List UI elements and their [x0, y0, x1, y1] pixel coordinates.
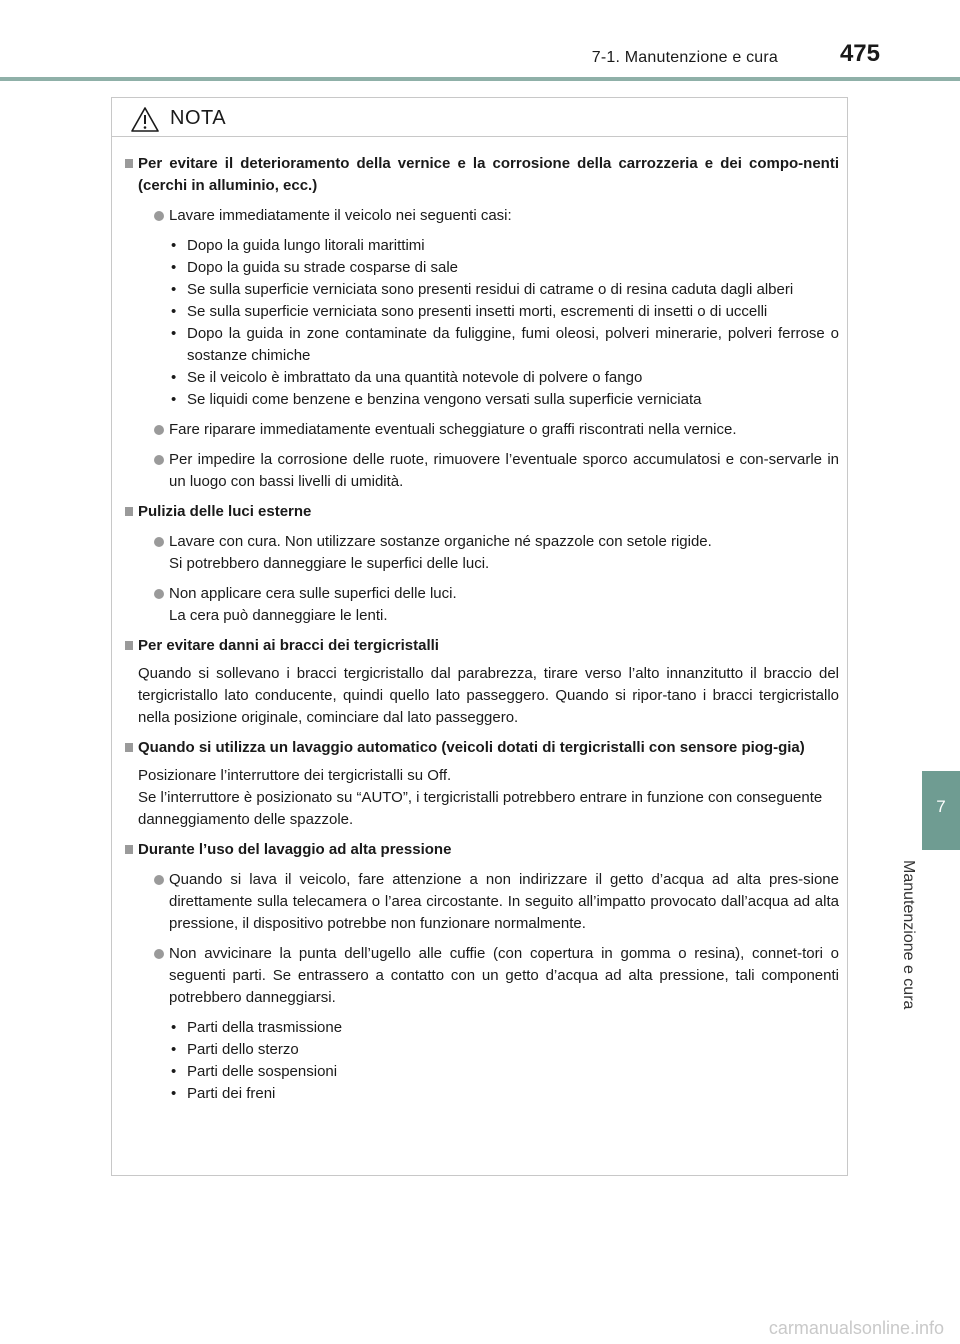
dot-bullet-icon: [154, 949, 164, 959]
dot-bullet-icon: [154, 875, 164, 885]
note-section: [125, 635, 839, 729]
dot-bullet-icon: [154, 211, 164, 221]
sub-list-item: • Dopo la guida in zone contaminate da fuliggine, fumi oleosi, polveri minerarie, polveri ferrose o sostanze chimiche: [171, 325, 839, 364]
sub-list-item: • Dopo la guida lungo litorali marittimi: [171, 237, 425, 254]
dot-bullet-icon: [154, 537, 164, 547]
header-rule: [0, 77, 960, 81]
section-paragraph-secondary: Se l’interruttore è posizionato su “AUTO”, i tergicristalli potrebbero entrare in funzione con conseguente danneggiamento delle spazzole.: [138, 789, 823, 828]
section-heading: Pulizia delle luci esterne: [138, 503, 312, 520]
note-section: [125, 737, 839, 831]
sub-item-text: Se sulla superficie verniciata sono presenti residui di catrame o di resina caduta dagli alberi: [187, 281, 794, 298]
sub-item-text: Parti dei freni: [187, 1085, 276, 1102]
note-point: [125, 419, 839, 441]
point-text: Non applicare cera sulle superfici delle luci.: [169, 585, 457, 602]
point-text: Fare riparare immediatamente eventuali scheggiature o graffi riscontrati nella vernice.: [169, 421, 737, 438]
chapter-tab[interactable]: [922, 771, 960, 850]
sub-item-text: Dopo la guida lungo litorali marittimi: [187, 237, 425, 254]
section-paragraph: Posizionare l’interruttore dei tergicristalli su Off.: [138, 767, 452, 784]
note-point: [125, 869, 839, 935]
sub-list-item: • Se sulla superficie verniciata sono presenti insetti morti, escrementi di insetti o di uccelli: [171, 303, 768, 320]
note-section: [125, 501, 839, 627]
note-section: [125, 153, 839, 493]
page-header: [0, 0, 960, 80]
chapter-label-text: Manutenzione e cura: [900, 860, 917, 1010]
dot-bullet-icon: [154, 455, 164, 465]
watermark: carmanualsonline.info: [768, 1318, 944, 1338]
sub-list: [138, 235, 839, 411]
point-text-secondary: La cera può danneggiare le lenti.: [169, 607, 388, 624]
section-title: 7-1. Manutenzione e cura: [591, 49, 778, 66]
section-heading: Per evitare danni ai bracci dei tergicristalli: [138, 637, 439, 654]
sub-list-item: • Se il veicolo è imbrattato da una quantità notevole di polvere o fango: [171, 369, 643, 386]
point-text: Lavare immediatamente il veicolo nei seguenti casi:: [169, 207, 512, 224]
point-text: Non avvicinare la punta dell’ugello alle cuffie (con copertura in gomma o resina), connet-tori o seguenti parti. Se entrassero a contatto con un getto d’acqua ad alta pressione, tali componenti potrebbero danneggiarsi.: [169, 945, 839, 1006]
sub-item-text: Parti della trasmissione: [187, 1019, 343, 1036]
note-point: [125, 943, 839, 1105]
dot-bullet-icon: [154, 425, 164, 435]
warning-triangle-icon: [130, 106, 160, 133]
square-bullet-icon: [125, 743, 133, 752]
note-header: [112, 98, 847, 137]
sub-list-item: • Parti dei freni: [171, 1085, 276, 1102]
point-text: Quando si lava il veicolo, fare attenzione a non indirizzare il getto d’acqua ad alta pres-sione direttamente sulla telecamera o l’area circostante. In seguito all’impatto provocato dall’acqua ad alta pressione, il dispositivo potrebbe non funzionare normalmente.: [169, 871, 839, 932]
dot-bullet-icon: [154, 589, 164, 599]
sub-list-item: • Parti delle sospensioni: [171, 1063, 338, 1080]
sub-list-item: • Parti dello sterzo: [171, 1041, 299, 1058]
sub-item-text: Se sulla superficie verniciata sono presenti insetti morti, escrementi di insetti o di uccelli: [187, 303, 768, 320]
sub-item-text: Se il veicolo è imbrattato da una quantità notevole di polvere o fango: [187, 369, 643, 386]
sub-list-item: • Se liquidi come benzene e benzina vengono versati sulla superficie verniciata: [171, 391, 702, 408]
note-body: [125, 153, 839, 1113]
sub-item-text: Se liquidi come benzene e benzina vengono versati sulla superficie verniciata: [187, 391, 702, 408]
note-box: [111, 97, 848, 1176]
note-point: [138, 205, 839, 411]
sub-item-text: Parti delle sospensioni: [187, 1063, 338, 1080]
note-section: [125, 839, 839, 1105]
point-text: Per impedire la corrosione delle ruote, rimuovere l’eventuale sporco accumulatosi e con-servarle in un luogo con bassi livelli di umidità.: [169, 451, 839, 490]
square-bullet-icon: [125, 641, 133, 650]
section-heading: Durante l’uso del lavaggio ad alta pressione: [138, 841, 452, 858]
sub-item-text: Parti dello sterzo: [187, 1041, 299, 1058]
note-point: [125, 531, 839, 575]
sub-item-text: Dopo la guida su strade cosparse di sale: [187, 259, 458, 276]
section-paragraph: Quando si sollevano i bracci tergicristallo dal parabrezza, tirare verso l’alto innanzitutto il braccio del tergicristallo lato conducente, quindi quello lato passeggero. Quando si ripor-tano i bracci tergicristallo nella posizione originale, cominciare dal lato passeggero.: [138, 665, 839, 726]
sub-list-item: • Parti della trasmissione: [171, 1019, 343, 1036]
point-text: Lavare con cura. Non utilizzare sostanze organiche né spazzole con setole rigide.: [169, 533, 712, 550]
note-point: [125, 583, 839, 627]
sub-item-text: Dopo la guida in zone contaminate da fuliggine, fumi oleosi, polveri minerarie, polveri ferrose o sostanze chimiche: [187, 325, 839, 364]
section-heading: Per evitare il deterioramento della vernice e la corrosione della carrozzeria e dei compo-nenti (cerchi in alluminio, ecc.): [138, 155, 839, 194]
square-bullet-icon: [125, 845, 133, 854]
page-number: 475: [839, 40, 880, 67]
sub-list-item: • Se sulla superficie verniciata sono presenti residui di catrame o di resina caduta dagli alberi: [171, 281, 794, 298]
section-heading: Quando si utilizza un lavaggio automatico (veicoli dotati di tergicristalli con sensore piog-gia): [138, 739, 805, 756]
chapter-side-label: [897, 860, 917, 1035]
point-text-secondary: Si potrebbero danneggiare le superfici delle luci.: [169, 555, 490, 572]
sub-list-item: • Dopo la guida su strade cosparse di sale: [171, 259, 458, 276]
note-title: NOTA: [170, 107, 227, 129]
note-point: [125, 449, 839, 493]
sub-list: [138, 1017, 839, 1105]
square-bullet-icon: [125, 159, 133, 168]
chapter-number: 7: [936, 797, 946, 816]
square-bullet-icon: [125, 507, 133, 516]
